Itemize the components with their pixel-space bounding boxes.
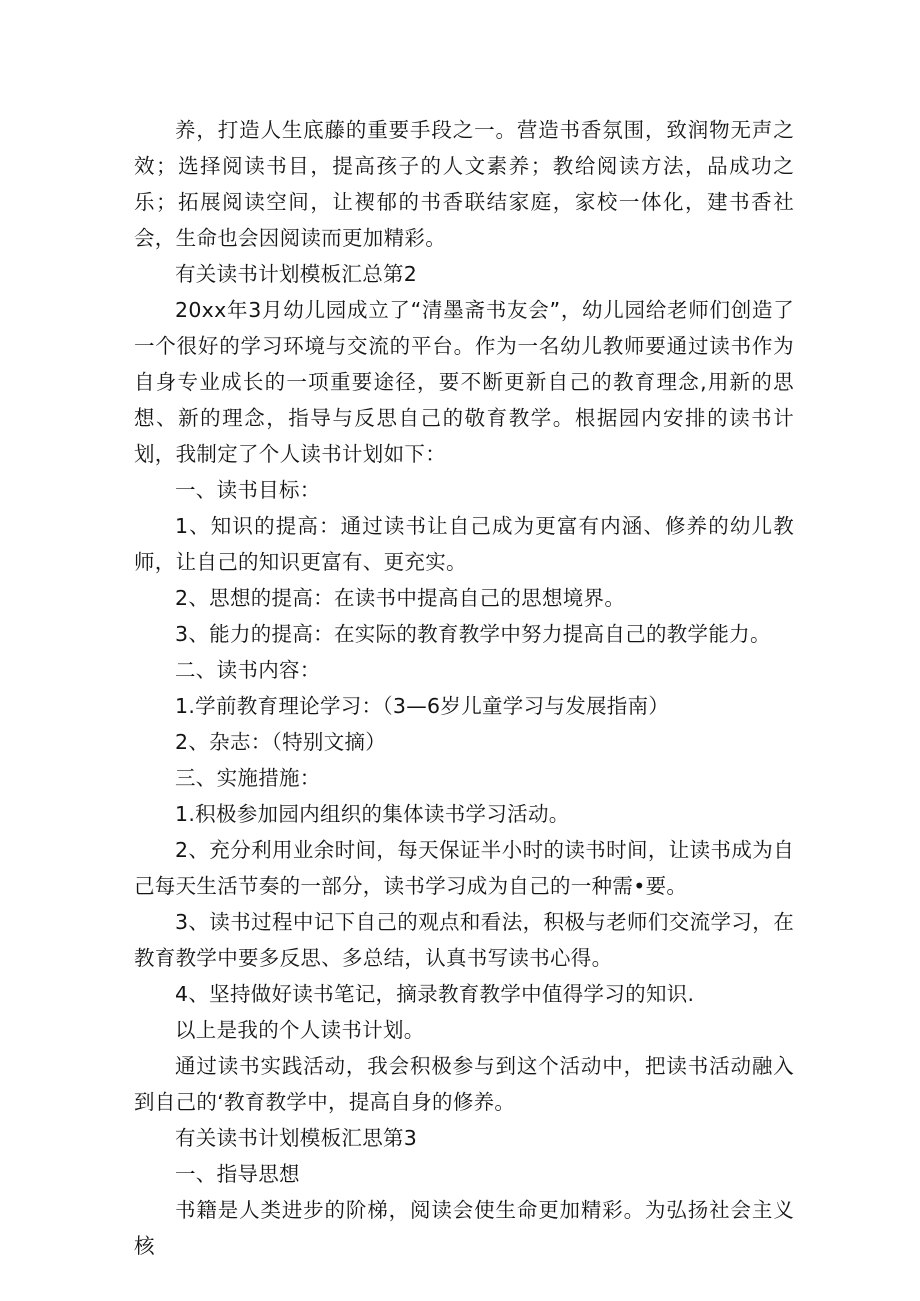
measure-item-3: 3、读书过程中记下自己的观点和看法，积极与老师们交流学习，在教育教学中要多反思、多总结，认真书写读书心得。 xyxy=(134,910,794,970)
content-item-theory: 1.学前教育理论学习：（3—6岁儿童学习与发展指南） xyxy=(175,694,670,718)
paragraph-guiding-ideology: 书籍是人类进步的阶梯，阅读会使生命更加精彩。为弘扬社会主义核 xyxy=(134,1198,794,1258)
content-item-magazine: 2、杂志：（特别文摘） xyxy=(175,730,387,754)
heading-reading-content: 二、读书内容： xyxy=(175,658,321,682)
goal-item-knowledge: 1、知识的提高：通过读书让自己成为更富有内涵、修养的幼儿教师，让自己的知识更富有、更充实。 xyxy=(134,514,794,574)
goal-item-ability: 3、能力的提高：在实际的教育教学中努力提高自己的教学能力。 xyxy=(175,622,771,646)
heading-guiding-ideology: 一、指导思想 xyxy=(175,1162,300,1186)
document-body xyxy=(134,112,794,1264)
measure-item-4: 4、坚持做好读书笔记，摘录教育教学中值得学习的知识. xyxy=(175,982,695,1006)
measure-item-2: 2、充分利用业余时间，每天保证半小时的读书时间，让读书成为自己每天生活节奏的一部分，读书学习成为自己的一种需•要。 xyxy=(134,838,794,898)
goal-item-thought: 2、思想的提高：在读书中提高自己的思想境界。 xyxy=(175,586,626,610)
section-heading-2: 有关读书计划模板汇总第2 xyxy=(175,262,418,286)
section-heading-3: 有关读书计划模板汇思第3 xyxy=(175,1126,418,1150)
paragraph-intro-continued: 养，打造人生底藤的重要手段之一。营造书香氛围，致润物无声之效；选择阅读书目，提高孩子的人文素养；教给阅读方法，品成功之乐；拓展阅读空间，让褉郁的书香联结家庭，家校一体化，建书香社会，生命也会因阅读而更加精彩。 xyxy=(134,118,794,250)
heading-measures: 三、实施措施： xyxy=(175,766,321,790)
paragraph-background: 20xx年3月幼儿园成立了“清墨斋书友会”，幼儿园给老师们创造了一个很好的学习环境与交流的平台。作为一名幼儿教师要通过读书作为自身专业成长的一项重要途径，要不断更新自己的教育理念,用新的思想、新的理念，指导与反思自己的敬育教学。根据园内安排的读书计划，我制定了个人读书计划如下： xyxy=(134,298,794,466)
paragraph-conclusion: 通过读书实践活动，我会积极参与到这个活动中，把读书活动融入到自己的‘教育教学中，提高自身的修养。 xyxy=(134,1054,794,1114)
heading-reading-goals: 一、读书目标： xyxy=(175,478,321,502)
measure-item-1: 1.积极参加园内组织的集体读书学习活动。 xyxy=(175,802,570,826)
plan-summary: 以上是我的个人读书计划。 xyxy=(175,1018,425,1042)
